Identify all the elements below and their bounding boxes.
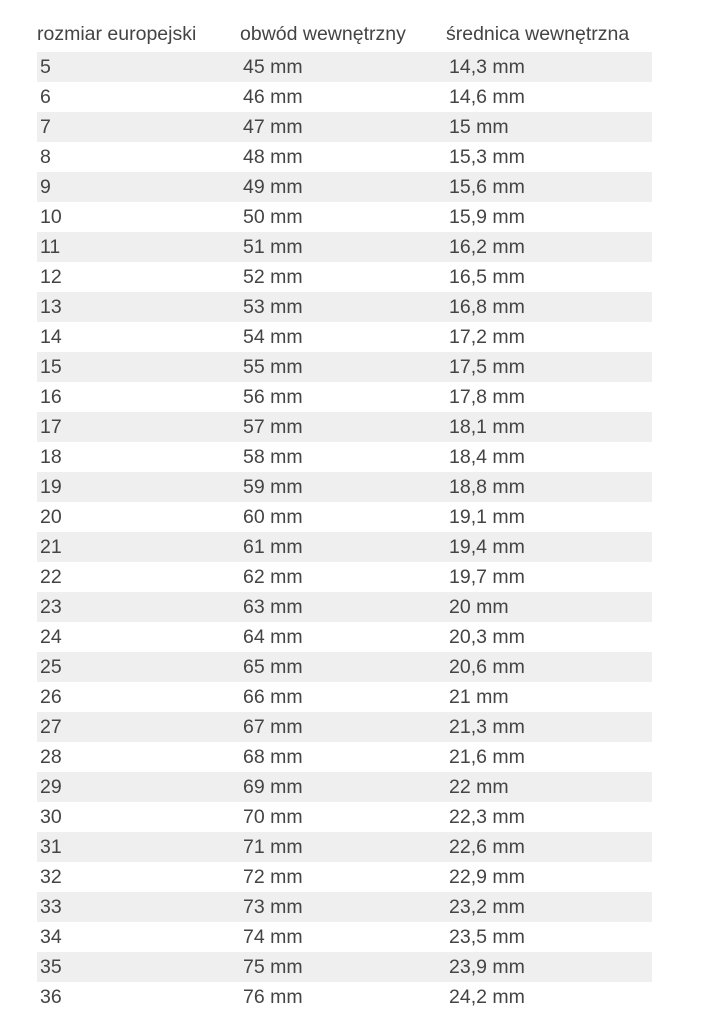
cell-inner-circumference: 67 mm: [240, 712, 446, 742]
cell-inner-circumference: 71 mm: [240, 832, 446, 862]
cell-inner-diameter: 17,8 mm: [446, 382, 652, 412]
cell-inner-diameter: 14,3 mm: [446, 52, 652, 82]
header-european-size: rozmiar europejski: [37, 22, 197, 45]
cell-inner-diameter: 19,4 mm: [446, 532, 652, 562]
cell-european-size: 16: [37, 382, 240, 412]
table-row: [37, 262, 652, 292]
cell-inner-diameter: 16,8 mm: [446, 292, 652, 322]
table-row: [37, 502, 652, 532]
cell-inner-diameter: 23,9 mm: [446, 952, 652, 982]
ring-size-table: [37, 16, 652, 1012]
cell-inner-circumference: 50 mm: [240, 202, 446, 232]
table-row: [37, 592, 652, 622]
table-row: [37, 622, 652, 652]
cell-european-size: 34: [37, 922, 240, 952]
cell-inner-circumference: 45 mm: [240, 52, 446, 82]
table-row: [37, 562, 652, 592]
table-row: [37, 202, 652, 232]
cell-inner-circumference: 59 mm: [240, 472, 446, 502]
table-row: [37, 82, 652, 112]
table-row: [37, 472, 652, 502]
cell-inner-circumference: 46 mm: [240, 82, 446, 112]
table-row: [37, 892, 652, 922]
table-row: [37, 382, 652, 412]
table-row: [37, 292, 652, 322]
header-row: [37, 16, 652, 52]
cell-european-size: 25: [37, 652, 240, 682]
cell-inner-circumference: 73 mm: [240, 892, 446, 922]
cell-inner-circumference: 48 mm: [240, 142, 446, 172]
table-body: [37, 52, 652, 1012]
cell-inner-diameter: 22,6 mm: [446, 832, 652, 862]
cell-inner-circumference: 70 mm: [240, 802, 446, 832]
table-row: [37, 862, 652, 892]
cell-european-size: 7: [37, 112, 240, 142]
table-row: [37, 772, 652, 802]
cell-inner-circumference: 66 mm: [240, 682, 446, 712]
cell-inner-circumference: 69 mm: [240, 772, 446, 802]
cell-inner-diameter: 20,6 mm: [446, 652, 652, 682]
cell-inner-diameter: 15,9 mm: [446, 202, 652, 232]
cell-european-size: 12: [37, 262, 240, 292]
cell-inner-circumference: 68 mm: [240, 742, 446, 772]
cell-inner-circumference: 65 mm: [240, 652, 446, 682]
cell-european-size: 9: [37, 172, 240, 202]
cell-european-size: 26: [37, 682, 240, 712]
table-row: [37, 142, 652, 172]
cell-european-size: 8: [37, 142, 240, 172]
cell-european-size: 36: [37, 982, 240, 1012]
cell-inner-diameter: 21,3 mm: [446, 712, 652, 742]
cell-inner-diameter: 16,5 mm: [446, 262, 652, 292]
cell-inner-diameter: 22,3 mm: [446, 802, 652, 832]
cell-inner-circumference: 60 mm: [240, 502, 446, 532]
table-row: [37, 922, 652, 952]
table-row: [37, 682, 652, 712]
table-row: [37, 802, 652, 832]
cell-inner-diameter: 23,2 mm: [446, 892, 652, 922]
cell-inner-circumference: 63 mm: [240, 592, 446, 622]
cell-inner-circumference: 74 mm: [240, 922, 446, 952]
cell-inner-circumference: 53 mm: [240, 292, 446, 322]
cell-inner-circumference: 55 mm: [240, 352, 446, 382]
table-row: [37, 352, 652, 382]
cell-inner-diameter: 17,2 mm: [446, 322, 652, 352]
cell-inner-diameter: 15 mm: [446, 112, 652, 142]
cell-european-size: 10: [37, 202, 240, 232]
cell-european-size: 27: [37, 712, 240, 742]
cell-european-size: 23: [37, 592, 240, 622]
cell-inner-diameter: 19,1 mm: [446, 502, 652, 532]
cell-inner-circumference: 47 mm: [240, 112, 446, 142]
table-row: [37, 172, 652, 202]
cell-european-size: 6: [37, 82, 240, 112]
table-row: [37, 322, 652, 352]
cell-inner-diameter: 24,2 mm: [446, 982, 652, 1012]
cell-inner-circumference: 72 mm: [240, 862, 446, 892]
cell-european-size: 32: [37, 862, 240, 892]
table-row: [37, 232, 652, 262]
cell-inner-diameter: 20 mm: [446, 592, 652, 622]
cell-inner-diameter: 18,1 mm: [446, 412, 652, 442]
table-row: [37, 532, 652, 562]
cell-inner-diameter: 22 mm: [446, 772, 652, 802]
cell-inner-circumference: 52 mm: [240, 262, 446, 292]
table-row: [37, 952, 652, 982]
cell-inner-circumference: 62 mm: [240, 562, 446, 592]
cell-inner-circumference: 57 mm: [240, 412, 446, 442]
cell-inner-circumference: 61 mm: [240, 532, 446, 562]
cell-inner-diameter: 16,2 mm: [446, 232, 652, 262]
cell-inner-diameter: 14,6 mm: [446, 82, 652, 112]
cell-european-size: 18: [37, 442, 240, 472]
cell-european-size: 13: [37, 292, 240, 322]
cell-european-size: 22: [37, 562, 240, 592]
header-inner-circumference: obwód wewnętrzny: [240, 22, 406, 45]
cell-inner-diameter: 23,5 mm: [446, 922, 652, 952]
cell-inner-diameter: 18,8 mm: [446, 472, 652, 502]
table-row: [37, 742, 652, 772]
table-row: [37, 832, 652, 862]
cell-european-size: 31: [37, 832, 240, 862]
cell-european-size: 11: [37, 232, 240, 262]
cell-european-size: 35: [37, 952, 240, 982]
cell-inner-circumference: 64 mm: [240, 622, 446, 652]
cell-inner-circumference: 75 mm: [240, 952, 446, 982]
cell-inner-diameter: 15,6 mm: [446, 172, 652, 202]
cell-inner-diameter: 19,7 mm: [446, 562, 652, 592]
cell-inner-diameter: 21 mm: [446, 682, 652, 712]
cell-european-size: 14: [37, 322, 240, 352]
cell-inner-diameter: 22,9 mm: [446, 862, 652, 892]
cell-inner-circumference: 76 mm: [240, 982, 446, 1012]
cell-inner-circumference: 56 mm: [240, 382, 446, 412]
cell-european-size: 28: [37, 742, 240, 772]
table-row: [37, 442, 652, 472]
cell-european-size: 15: [37, 352, 240, 382]
table-row: [37, 112, 652, 142]
cell-european-size: 33: [37, 892, 240, 922]
cell-inner-circumference: 49 mm: [240, 172, 446, 202]
cell-european-size: 29: [37, 772, 240, 802]
cell-inner-diameter: 20,3 mm: [446, 622, 652, 652]
cell-inner-diameter: 18,4 mm: [446, 442, 652, 472]
table-row: [37, 982, 652, 1012]
table-row: [37, 412, 652, 442]
cell-european-size: 21: [37, 532, 240, 562]
header-inner-diameter: średnica wewnętrzna: [446, 22, 630, 45]
cell-european-size: 19: [37, 472, 240, 502]
cell-inner-circumference: 58 mm: [240, 442, 446, 472]
table-row: [37, 52, 652, 82]
cell-inner-circumference: 51 mm: [240, 232, 446, 262]
cell-european-size: 5: [37, 52, 240, 82]
cell-european-size: 20: [37, 502, 240, 532]
cell-european-size: 17: [37, 412, 240, 442]
cell-inner-diameter: 17,5 mm: [446, 352, 652, 382]
cell-inner-circumference: 54 mm: [240, 322, 446, 352]
table-row: [37, 652, 652, 682]
cell-european-size: 24: [37, 622, 240, 652]
cell-inner-diameter: 15,3 mm: [446, 142, 652, 172]
table-row: [37, 712, 652, 742]
cell-inner-diameter: 21,6 mm: [446, 742, 652, 772]
cell-european-size: 30: [37, 802, 240, 832]
table-header: [37, 16, 652, 52]
